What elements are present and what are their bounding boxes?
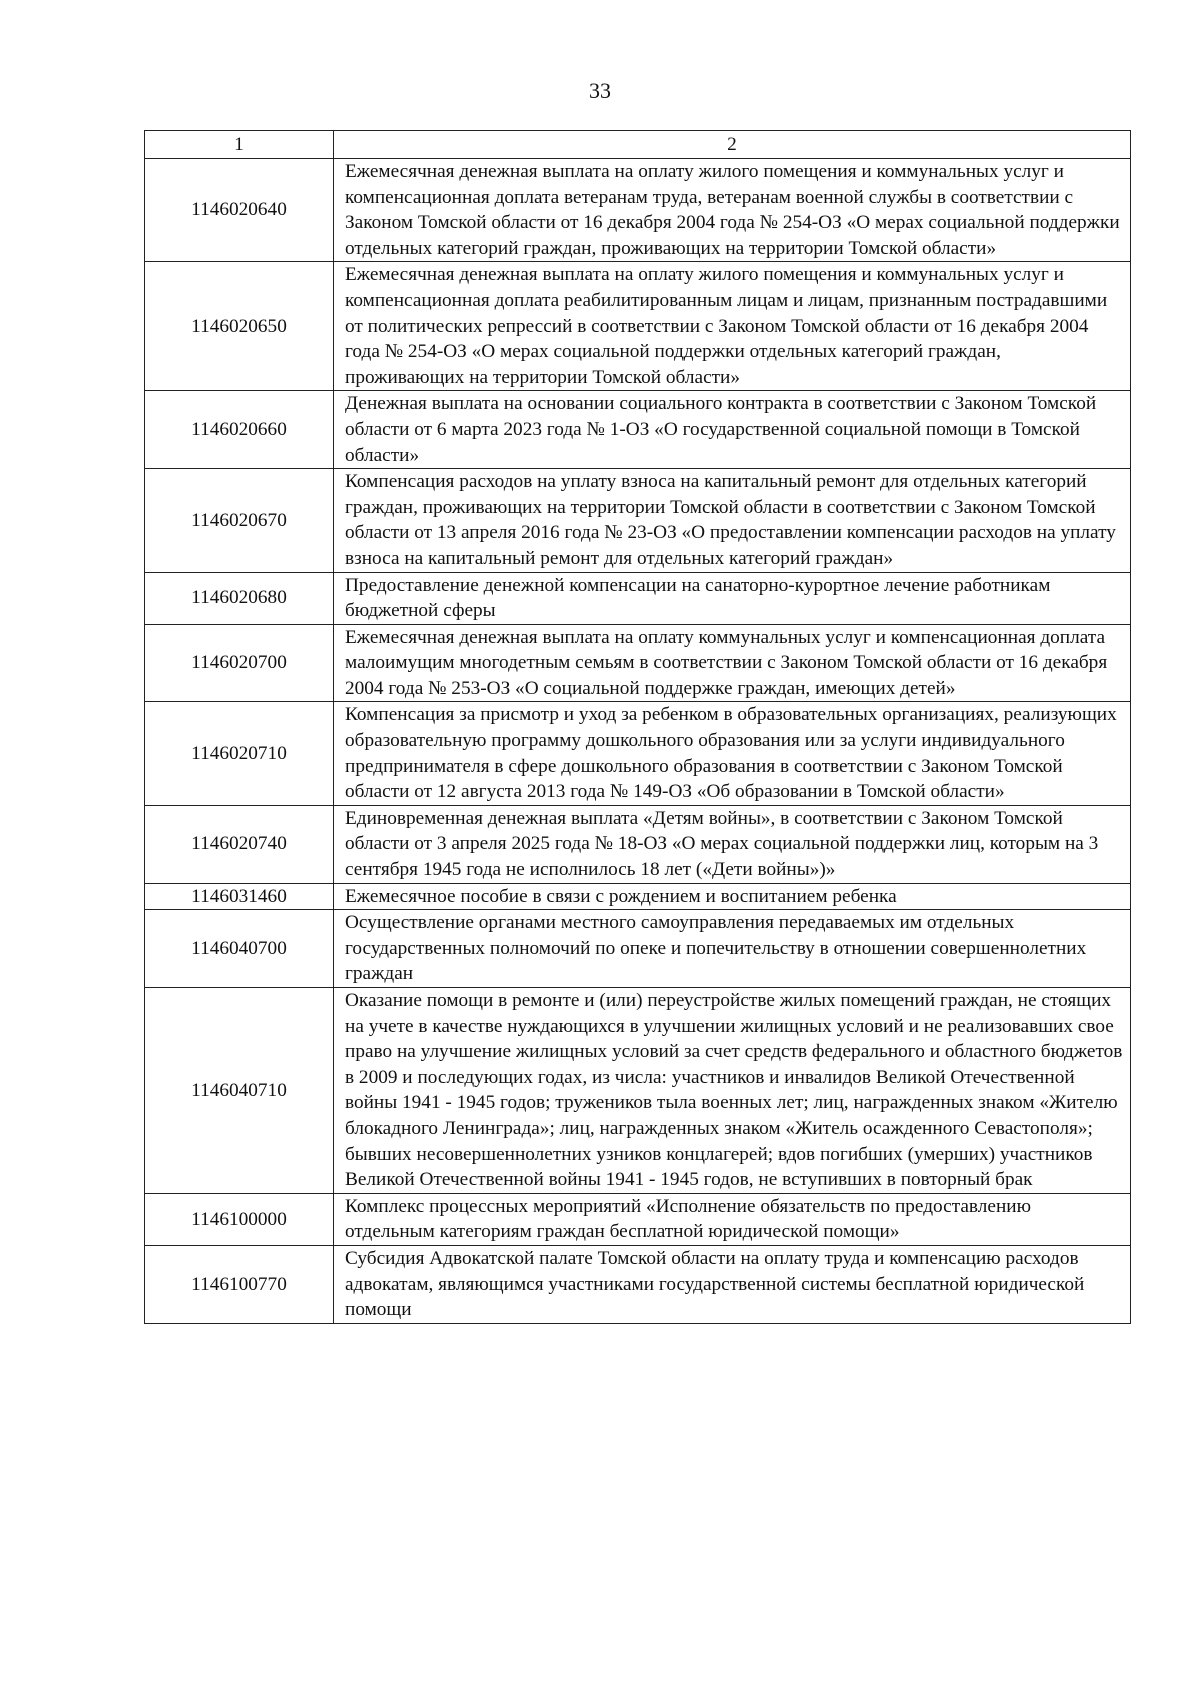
table-row	[145, 262, 1131, 391]
row-code: 1146040700	[145, 910, 334, 988]
row-code: 1146040710	[145, 988, 334, 1194]
table-row	[145, 624, 1131, 702]
row-code: 1146020680	[145, 572, 334, 624]
page-number: 33	[589, 78, 611, 103]
column-header-2: 2	[334, 131, 1131, 159]
row-description: Компенсация за присмотр и уход за ребенком в образовательных организациях, реализующих образовательную программу дошкольного образования или за услуги индивидуального предпринимателя в сфере дошкольного образования в соответствии с Законом Томской области от 12 августа 2013 года № 149-ОЗ «Об образовании в Томской области»	[334, 702, 1131, 805]
table-row	[145, 805, 1131, 883]
table-row	[145, 910, 1131, 988]
table-row	[145, 1193, 1131, 1245]
table-row	[145, 469, 1131, 572]
row-code: 1146020660	[145, 391, 334, 469]
table-row	[145, 702, 1131, 805]
table-row	[145, 159, 1131, 262]
row-description: Ежемесячное пособие в связи с рождением и воспитанием ребенка	[334, 883, 1131, 910]
table-row	[145, 391, 1131, 469]
row-code: 1146020710	[145, 702, 334, 805]
row-description: Компенсация расходов на уплату взноса на капитальный ремонт для отдельных категорий граждан, проживающих на территории Томской области в соответствии с Законом Томской области от 13 апреля 2016 года № 23-ОЗ «О предоставлении компенсации расходов на уплату взноса на капитальный ремонт для отдельных категорий граждан»	[334, 469, 1131, 572]
table-row	[145, 883, 1131, 910]
table-row	[145, 1245, 1131, 1323]
row-code: 1146020740	[145, 805, 334, 883]
row-description: Единовременная денежная выплата «Детям войны», в соответствии с Законом Томской области от 3 апреля 2025 года № 18-ОЗ «О мерах социальной поддержки лиц, которым на 3 сентября 1945 года не исполнилось 18 лет («Дети войны»)»	[334, 805, 1131, 883]
table-row	[145, 572, 1131, 624]
table-header-row	[145, 131, 1131, 159]
row-description: Оказание помощи в ремонте и (или) переустройстве жилых помещений граждан, не стоящих на учете в качестве нуждающихся в улучшении жилищных условий и не реализовавших свое право на улучшение жилищных условий за счет средств федерального и областного бюджетов в 2009 и последующих годах, из числа: участников и инвалидов Великой Отечественной войны 1941 - 1945 годов; тружеников тыла военных лет; лиц, награжденных знаком «Жителю блокадного Ленинграда»; лиц, награжденных знаком «Житель осажденного Севастополя»; бывших несовершеннолетних узников концлагерей; вдов погибших (умерших) участников Великой Отечественной войны 1941 - 1945 годов, не вступивших в повторный брак	[334, 988, 1131, 1194]
row-description: Осуществление органами местного самоуправления передаваемых им отдельных государственных полномочий по опеке и попечительству в отношении совершеннолетних граждан	[334, 910, 1131, 988]
table-row	[145, 988, 1131, 1194]
row-description: Ежемесячная денежная выплата на оплату жилого помещения и коммунальных услуг и компенсационная доплата ветеранам труда, ветеранам военной службы в соответствии с Законом Томской области от 16 декабря 2004 года № 254-ОЗ «О мерах социальной поддержки отдельных категорий граждан, проживающих на территории Томской области»	[334, 159, 1131, 262]
row-description: Денежная выплата на основании социального контракта в соответствии с Законом Томской области от 6 марта 2023 года № 1-ОЗ «О государственной социальной помощи в Томской области»	[334, 391, 1131, 469]
row-code: 1146100770	[145, 1245, 334, 1323]
row-code: 1146020700	[145, 624, 334, 702]
row-code: 1146020640	[145, 159, 334, 262]
budget-classification-table	[144, 130, 1131, 1324]
row-code: 1146100000	[145, 1193, 334, 1245]
row-code: 1146020650	[145, 262, 334, 391]
row-description: Комплекс процессных мероприятий «Исполнение обязательств по предоставлению отдельным категориям граждан бесплатной юридической помощи»	[334, 1193, 1131, 1245]
column-header-1: 1	[145, 131, 334, 159]
row-description: Ежемесячная денежная выплата на оплату жилого помещения и коммунальных услуг и компенсационная доплата реабилитированным лицам и лицам, признанным пострадавшими от политических репрессий в соответствии с Законом Томской области от 16 декабря 2004 года № 254-ОЗ «О мерах социальной поддержки отдельных категорий граждан, проживающих на территории Томской области»	[334, 262, 1131, 391]
row-code: 1146020670	[145, 469, 334, 572]
row-description: Субсидия Адвокатской палате Томской области на оплату труда и компенсацию расходов адвокатам, являющимся участниками государственной системы бесплатной юридической помощи	[334, 1245, 1131, 1323]
row-code: 1146031460	[145, 883, 334, 910]
row-description: Предоставление денежной компенсации на санаторно-курортное лечение работникам бюджетной сферы	[334, 572, 1131, 624]
row-description: Ежемесячная денежная выплата на оплату коммунальных услуг и компенсационная доплата малоимущим многодетным семьям в соответствии с Законом Томской области от 16 декабря 2004 года № 253-ОЗ «О социальной поддержке граждан, имеющих детей»	[334, 624, 1131, 702]
